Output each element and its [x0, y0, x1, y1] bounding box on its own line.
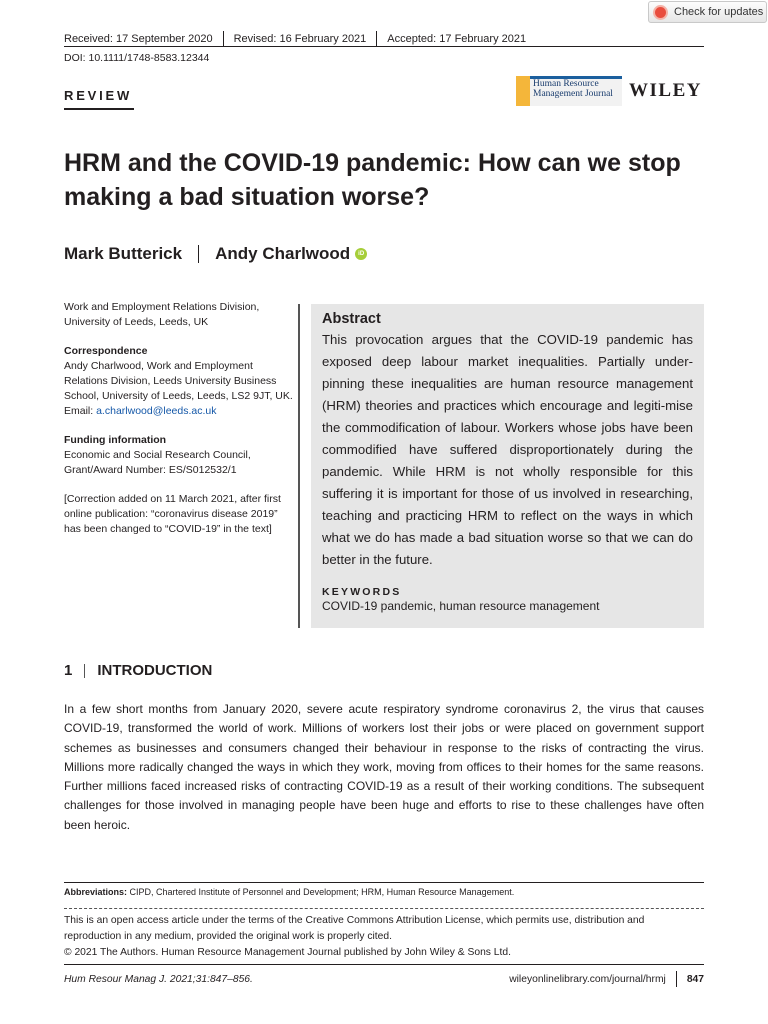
email-link[interactable]: a.charlwood@leeds.ac.uk	[96, 405, 217, 417]
funding-heading: Funding information	[64, 434, 167, 446]
check-for-updates-button[interactable]	[648, 1, 767, 23]
correction-note: [Correction added on 11 March 2021, after first online publication: “coronavirus disease 2019” has been changed to “COVID-19” in the text]	[64, 493, 281, 535]
license-block	[64, 913, 704, 961]
article-title: HRM and the COVID-19 pandemic: How can we stop making a bad situation worse?	[64, 149, 681, 211]
journal-logo	[516, 76, 622, 106]
page-number: 847	[686, 973, 704, 985]
update-badge-icon	[653, 5, 668, 20]
correspondence-text: Andy Charlwood, Work and Employment Relations Division, Leeds University Business School, University of Leeds, Leeds, LS2 9JT, UK.	[64, 360, 293, 402]
affiliation: Work and Employment Relations Division, University of Leeds, Leeds, UK	[64, 301, 260, 328]
article-info-sidebar	[64, 300, 294, 551]
publisher-logo: WILEY	[629, 80, 702, 101]
journal-url[interactable]: wileyonlinelibrary.com/journal/hrmj	[509, 973, 666, 985]
abbreviations	[64, 887, 514, 897]
keywords: COVID-19 pandemic, human resource management	[322, 599, 600, 613]
accepted-date: Accepted: 17 February 2021	[387, 32, 527, 45]
abstract-heading: Abstract	[322, 311, 381, 327]
article-dates	[64, 30, 704, 47]
date-separator	[223, 31, 224, 47]
abstract-box	[311, 304, 704, 628]
section-title: INTRODUCTION	[97, 662, 213, 679]
dashed-rule	[64, 908, 704, 909]
section-separator	[84, 664, 85, 678]
abbreviations-text: CIPD, Chartered Institute of Personnel and Development; HRM, Human Resource Management.	[127, 887, 515, 897]
logo-color-bar	[516, 76, 530, 106]
date-separator	[376, 31, 377, 47]
article-type: REVIEW	[64, 88, 133, 103]
sidebar-divider	[298, 304, 300, 628]
footer-rule	[64, 964, 704, 965]
author-separator	[198, 245, 199, 263]
orcid-icon[interactable]: iD	[355, 248, 367, 260]
abbreviations-label: Abbreviations:	[64, 887, 128, 897]
correspondence-heading: Correspondence	[64, 345, 148, 357]
abstract-text: This provocation argues that the COVID-19 pandemic has exposed deep labour market inequalities. Partially under-pinning these inequalities are human resource management (HRM) theories and practices which encourage and legiti-mise the commodification of labour. Workers whose jobs have been commodified have suffered disproportionately during the pandemic. While HRM is not wholly responsible for this suffering it is important for those of us involved in researching, teaching and practicing HRM to reflect on the ways in which what we do has made a bad situation worse so that we can do better in the future.	[322, 332, 693, 567]
article-type-underline	[64, 108, 134, 110]
section-heading	[64, 662, 212, 679]
journal-logo-line1: Human Resource	[533, 79, 599, 89]
section-number: 1	[64, 662, 73, 679]
page-footer	[64, 971, 704, 987]
intro-paragraph: In a few short months from January 2020, severe acute respiratory syndrome coronavirus 2, the virus that causes COVID-19, transformed the world of work. Millions of workers lost their jobs or were placed on government support schemes as businesses and consumers changed their behaviour in response to the risks of contracting the virus. Millions more radically changed the ways in which they work, moving from offices to their homes for the same reasons. Further millions faced increased risks of contracting COVID-19 as a result of their working conditions. The subsequent challenges for those involved in managing people have been huge and efforts to rise to these challenges have often been heroic.	[64, 702, 704, 832]
header-rule	[64, 46, 704, 47]
journal-logo-line2: Management Journal	[533, 89, 613, 99]
copyright-text: © 2021 The Authors. Human Resource Management Journal published by John Wiley & Sons Ltd.	[64, 947, 511, 958]
email-label: Email:	[64, 405, 97, 417]
license-text: This is an open access article under the terms of the Creative Commons Attribution License, which permits use, distribution and reproduction in any medium, provided the original work is properly cited.	[64, 915, 645, 942]
revised-date: Revised: 16 February 2021	[233, 32, 367, 45]
funding-text: Economic and Social Research Council, Grant/Award Number: ES/S012532/1	[64, 449, 251, 476]
citation: Hum Resour Manag J. 2021;31:847–856.	[64, 973, 253, 985]
keywords-heading: KEYWORDS	[322, 586, 402, 598]
author-name[interactable]: Mark Butterick	[64, 244, 183, 263]
check-for-updates-label: Check for updates	[674, 6, 764, 18]
author-name[interactable]: Andy Charlwood	[215, 244, 351, 263]
footnote-rule	[64, 882, 704, 883]
author-list	[64, 244, 367, 264]
received-date: Received: 17 September 2020	[64, 32, 213, 45]
footer-separator	[676, 971, 677, 987]
doi[interactable]: DOI: 10.1111/1748-8583.12344	[64, 52, 210, 64]
